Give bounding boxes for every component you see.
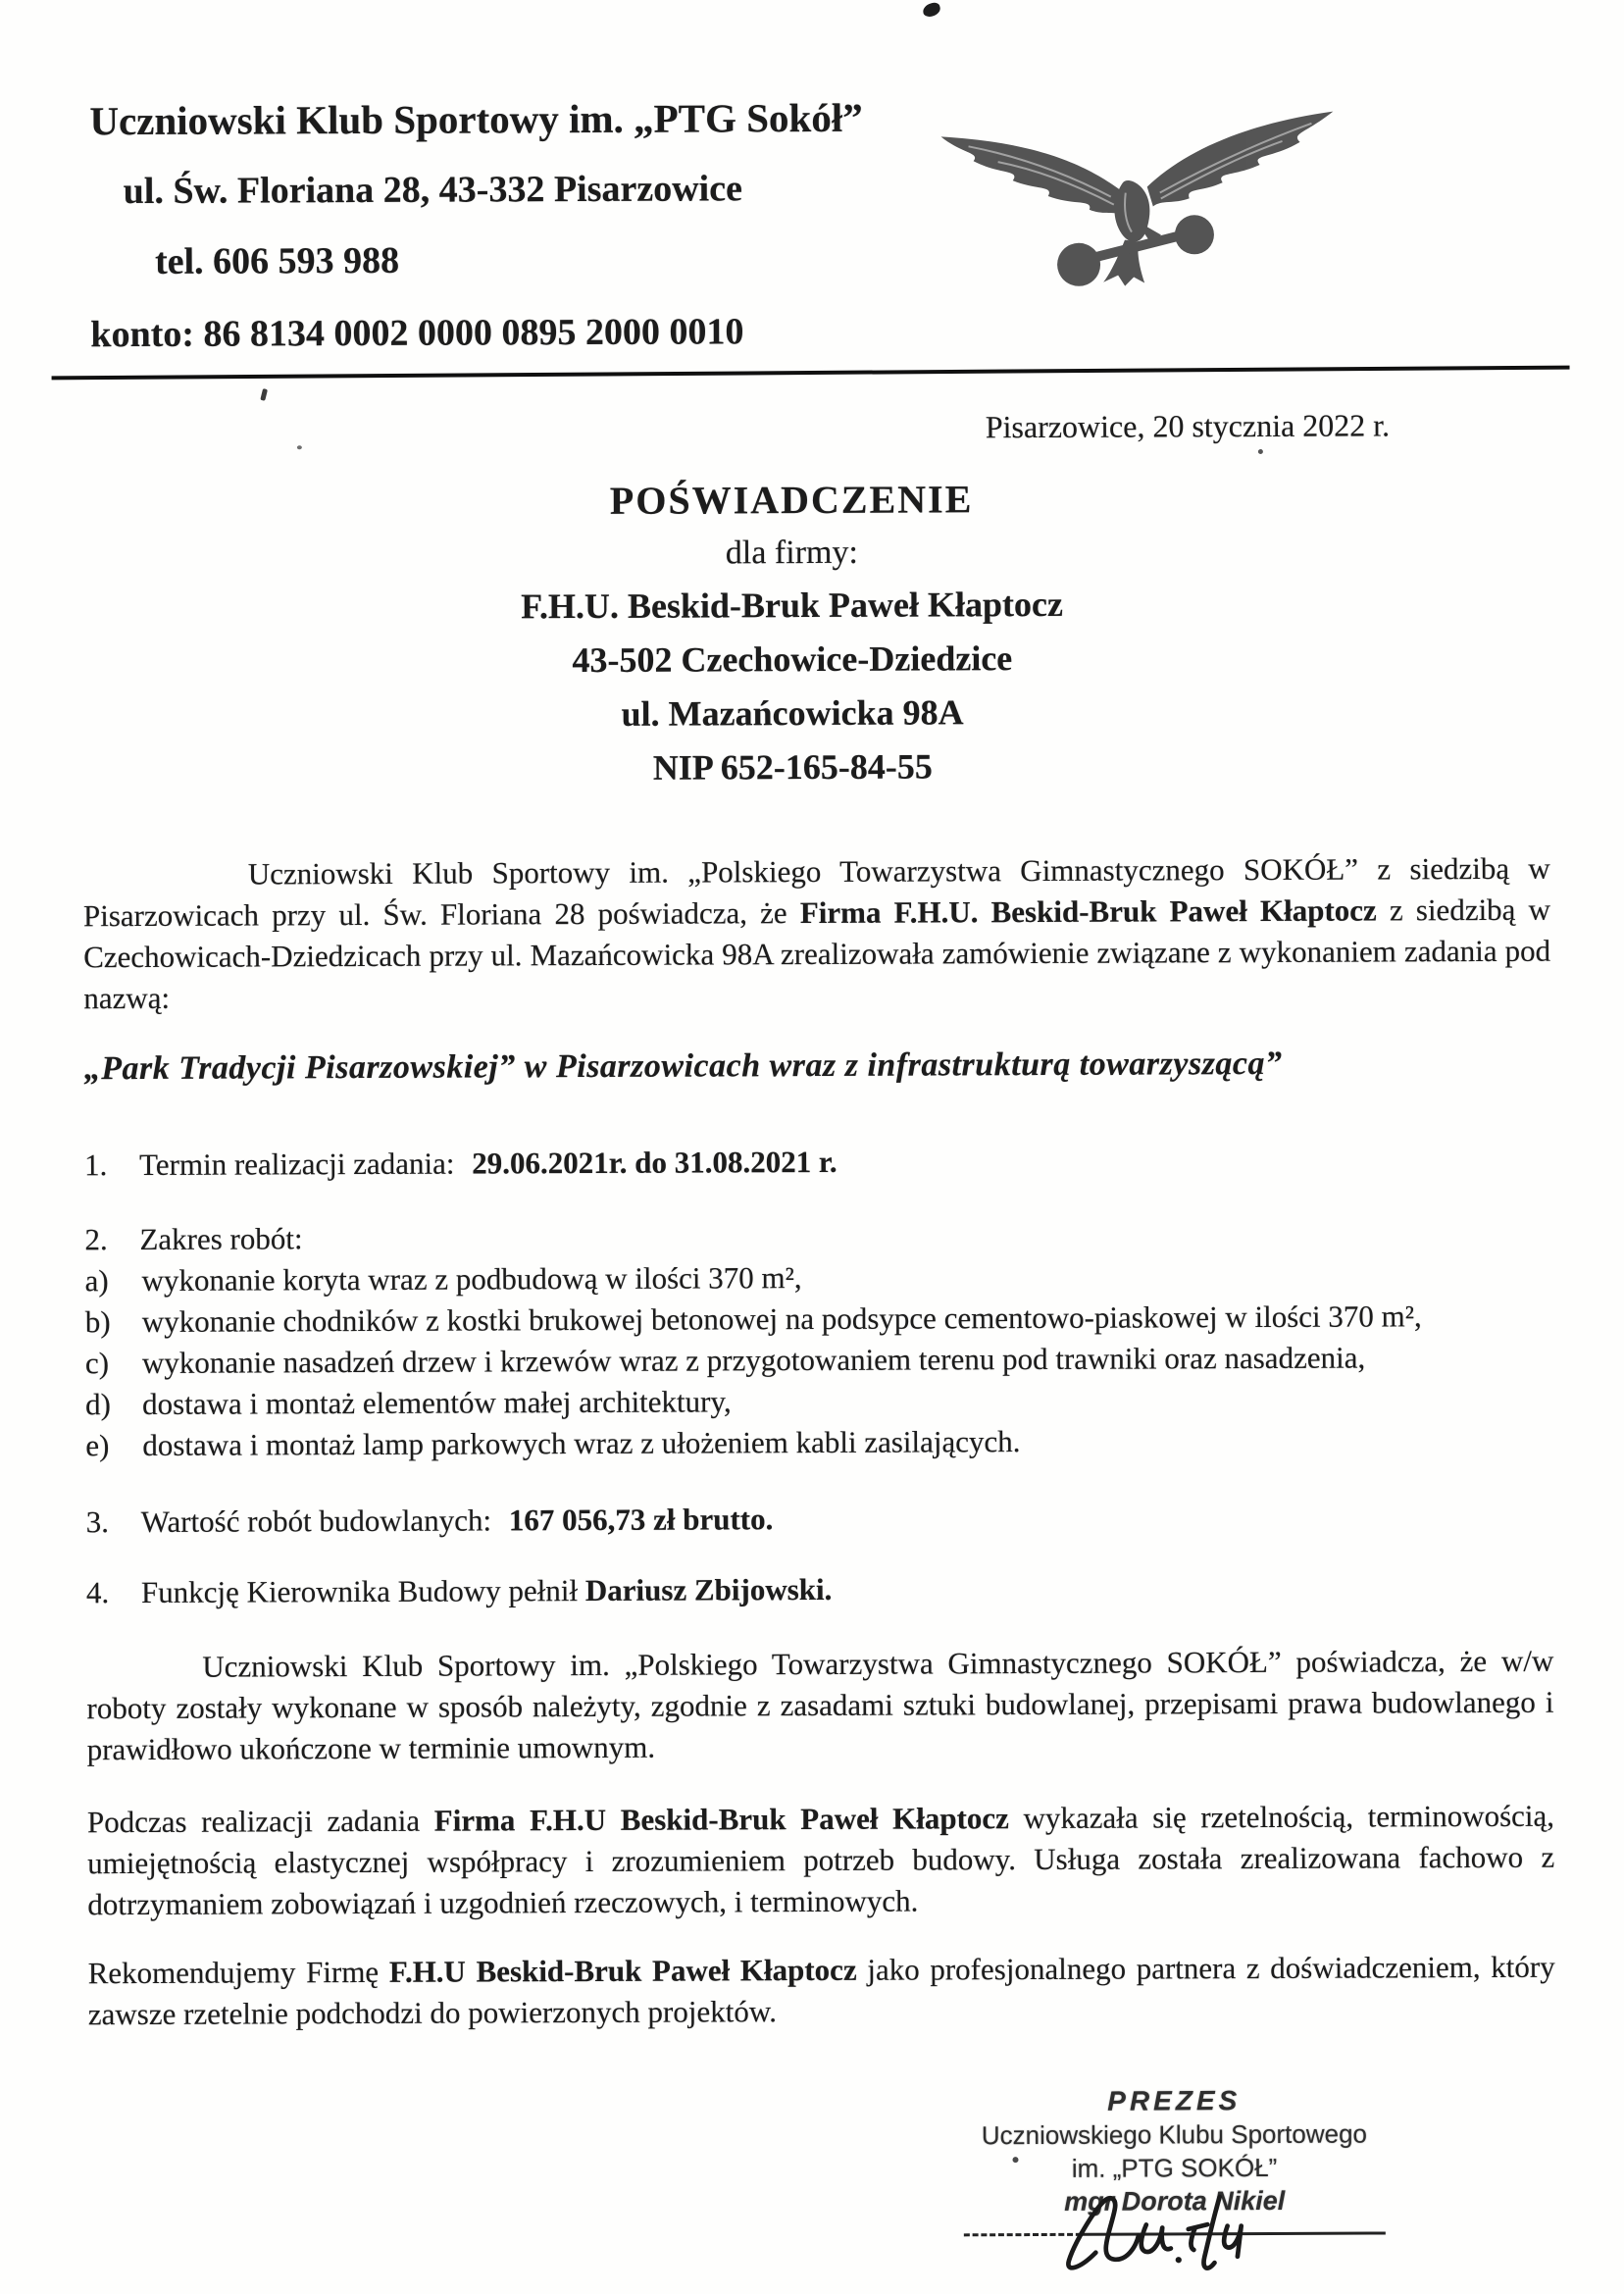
document-body xyxy=(83,848,1555,2036)
list-item-value xyxy=(86,1496,1553,1544)
list-item-term xyxy=(84,1139,1551,1187)
list-item xyxy=(84,1254,1551,1302)
list-item-letter: c) xyxy=(84,1346,110,1381)
recommendation-text-1: Rekomendujemy Firmę xyxy=(87,1954,389,1991)
org-bank-account: konto: 86 8134 0002 0000 0895 2000 0010 xyxy=(90,311,744,356)
manager-name-bold: Dariusz Zbijowski. xyxy=(584,1571,833,1608)
letterhead xyxy=(89,94,863,356)
org-address: ul. Św. Floriana 28, 43-332 Pisarzowice xyxy=(123,168,743,213)
confirmation-paragraph: Uczniowski Klub Sportowy im. „Polskiego Towarzystwa Gimnastycznego SOKÓŁ” poświadcza, że w/w roboty zostały wykonane w sposób należyty, zgodnie z zasadami sztuki budowlanej, przepisami prawa budowlanego i prawidłowo ukończone w terminie umownym. xyxy=(86,1643,1554,1767)
intro-text-1: Uczniowski Klub Sportowy im. „Polskiego Towarzystwa Gimnastycznego SOKÓŁ” z siedzibą w Pisarzowicach przy ul. Św. Floriana 28 poświadcza, że xyxy=(82,850,1550,934)
list-item-scope xyxy=(84,1213,1551,1261)
signature-block xyxy=(963,2084,1386,2236)
scan-artifact xyxy=(260,388,268,401)
dateline: Pisarzowice, 20 stycznia 2022 r. xyxy=(985,407,1391,445)
reliability-text-1: Podczas realizacji zadania xyxy=(86,1803,434,1840)
org-phone: tel. 606 593 988 xyxy=(154,239,400,282)
list-item-text: wykonanie nasadzeń drzew i krzewów wraz z przygotowaniem terenu pod trawniki oraz nasadzenia, xyxy=(141,1340,1366,1380)
handwritten-signature-icon xyxy=(1048,2183,1294,2294)
list-item-letter: d) xyxy=(85,1387,112,1422)
intro-text-2: z siedzibą w Czechowicach-Dziedzicach przy ul. Mazańcowicka 98A zrealizowała zamówienie związane z wykonaniem zadania pod nazwą: xyxy=(83,892,1551,1016)
recommendation-company-bold: F.H.U Beskid-Bruk Paweł Kłaptocz xyxy=(388,1952,857,1989)
falcon-with-dumbbell-icon xyxy=(929,94,1351,302)
recommendation-paragraph xyxy=(88,1947,1555,2036)
list-item xyxy=(85,1419,1552,1467)
signer-role: PREZES xyxy=(1107,2085,1242,2116)
reliability-paragraph xyxy=(87,1796,1555,1926)
signer-org-line1: Uczniowskiego Klubu Sportowego xyxy=(981,2118,1368,2151)
for-company-label: dla firmy: xyxy=(725,534,858,572)
list-item-manager xyxy=(86,1566,1553,1614)
title-block xyxy=(0,474,1587,791)
scan-artifact xyxy=(297,445,302,449)
reliability-text-2: wykazała się rzetelnością, terminowością, umiejętnością elastycznej współpracy i zrozumieniem potrzeb budowy. Usługa została zrealizowana fachowo z dotrzymaniem zobowiązań i uzgodnień rzeczowych, i terminowych. xyxy=(87,1798,1555,1922)
signer-org-line2: im. „PTG SOKÓŁ” xyxy=(1071,2152,1278,2183)
list-item-text: wykonanie chodników z kostki brukowej betonowej na podsypce cementowo-piaskowej w ilości 370 m², xyxy=(141,1299,1422,1339)
value-amount-bold: 167 056,73 zł brutto. xyxy=(508,1502,774,1538)
list-item-number: 2. xyxy=(84,1222,108,1257)
recipient-company-name: F.H.U. Beskid-Bruk Paweł Kłaptocz xyxy=(521,584,1064,627)
list-item-letter: e) xyxy=(85,1428,110,1463)
list-item-number: 1. xyxy=(83,1147,108,1183)
recommendation-text-2: jako profesjonalnego partnera z doświadczeniem, który zawsze rzetelnie podchodzi do powierzonych projektów. xyxy=(87,1949,1555,2032)
intro-company-bold: Firma F.H.U. Beskid-Bruk Paweł Kłaptocz xyxy=(799,892,1377,931)
project-title: „Park Tradycji Pisarzowskiej” w Pisarzowicach wraz z infrastrukturą towarzyszącą” xyxy=(83,1045,1283,1088)
list-item-text xyxy=(141,1496,1553,1543)
recipient-company-street: ul. Mazańcowicka 98A xyxy=(621,692,964,734)
list-item-text xyxy=(141,1566,1553,1613)
list-item xyxy=(85,1378,1552,1426)
document-title: POŚWIADCZENIE xyxy=(609,477,974,523)
list-item-text: dostawa i montaż lamp parkowych wraz z ułożeniem kabli zasilających. xyxy=(142,1424,1021,1462)
intro-paragraph xyxy=(83,848,1551,1020)
list-item xyxy=(85,1337,1552,1385)
value-label: Wartość robót budowlanych: xyxy=(140,1503,499,1539)
term-label: Termin realizacji zadania: xyxy=(138,1146,463,1182)
list-item-letter: b) xyxy=(84,1304,111,1340)
list-item-number: 4. xyxy=(85,1575,110,1610)
scan-artifact xyxy=(1258,449,1263,454)
list-item-text xyxy=(139,1139,1551,1186)
list-item-text: Zakres robót: xyxy=(139,1221,303,1256)
recipient-company-city: 43-502 Czechowice-Dziedzice xyxy=(572,638,1013,681)
org-name: Uczniowski Klub Sportowy im. „PTG Sokół” xyxy=(89,94,863,144)
scope-sub-list xyxy=(84,1254,1552,1467)
manager-label: Funkcję Kierownika Budowy pełnił xyxy=(140,1573,585,1609)
letterhead-divider xyxy=(52,366,1570,381)
list-item-text: wykonanie koryta wraz z podbudową w ilości 370 m², xyxy=(141,1260,802,1298)
list-item-text: dostawa i montaż elementów małej architektury, xyxy=(142,1384,732,1421)
reliability-company-bold: Firma F.H.U Beskid-Bruk Paweł Kłaptocz xyxy=(433,1801,1009,1838)
scan-artifact xyxy=(922,1,942,18)
term-dates-bold: 29.06.2021r. do 31.08.2021 r. xyxy=(472,1144,837,1181)
list-item-letter: a) xyxy=(84,1263,109,1299)
recipient-company-nip: NIP 652-165-84-55 xyxy=(652,746,933,788)
list-item xyxy=(85,1296,1552,1344)
signer-name: mgr Dorota Nikiel xyxy=(1064,2185,1286,2217)
list-item-number: 3. xyxy=(85,1504,109,1540)
